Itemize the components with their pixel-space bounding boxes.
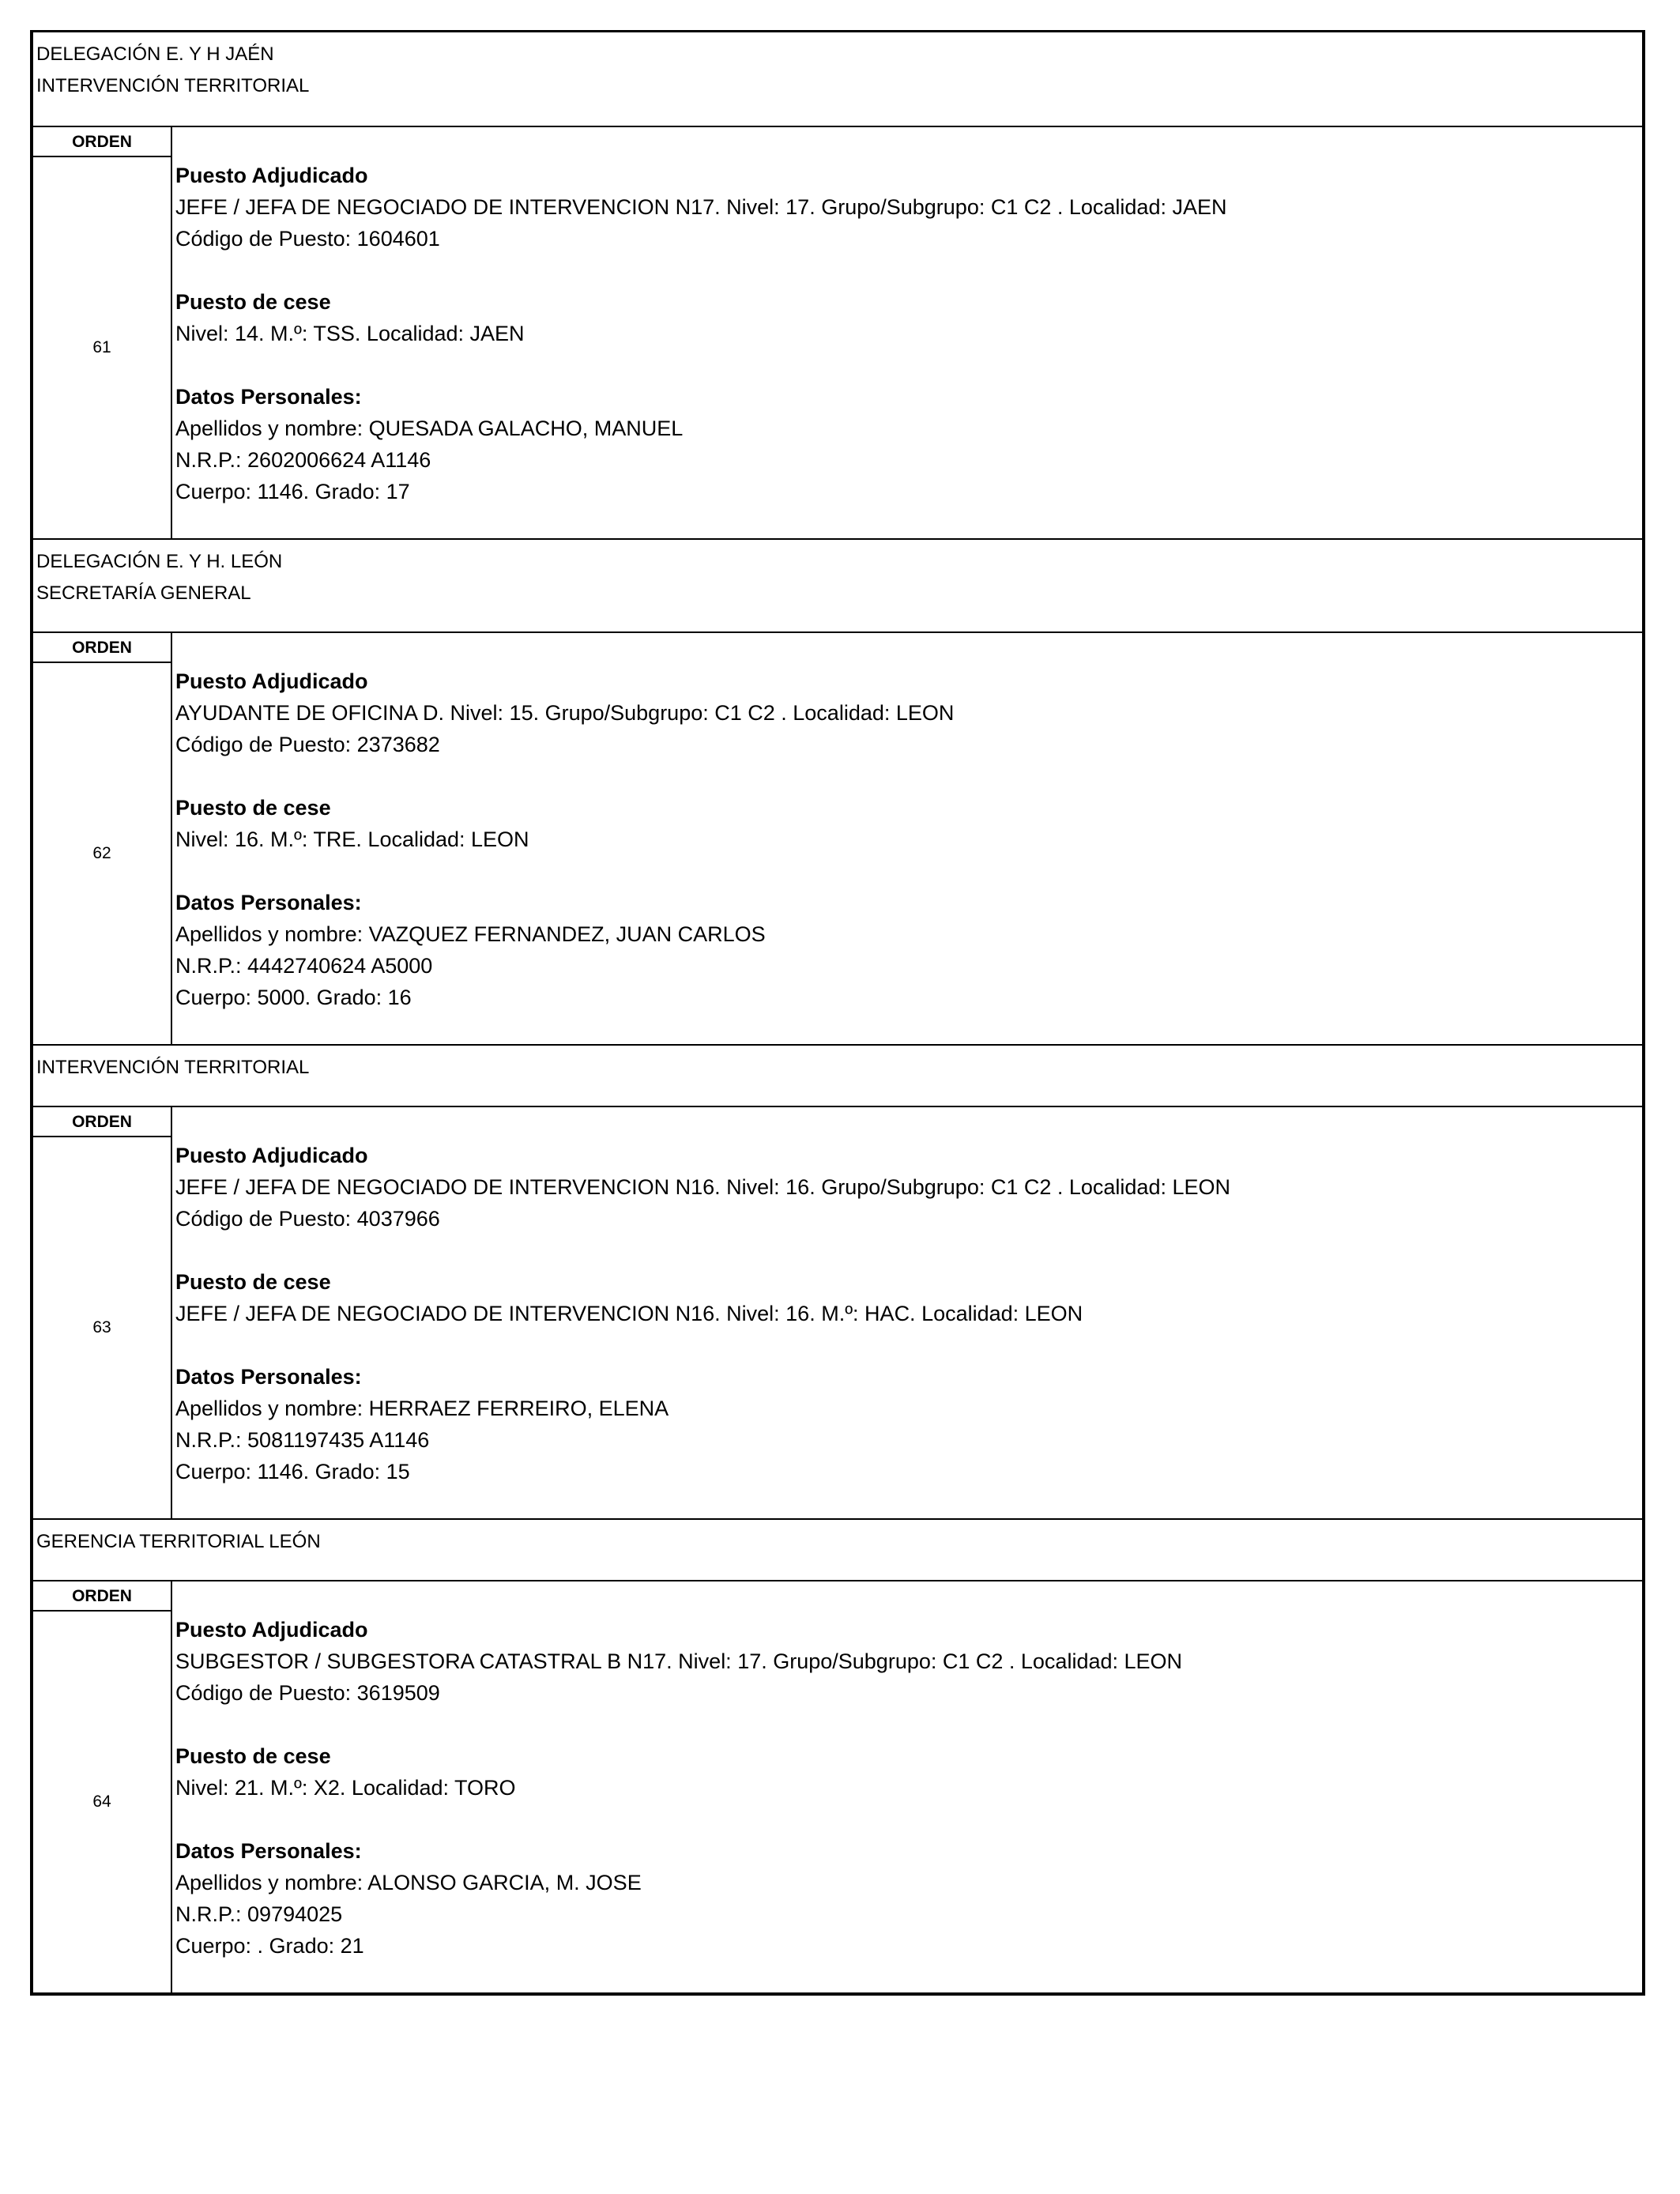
adjudicado-title: Puesto Adjudicado (175, 1144, 368, 1167)
nombre: Apellidos y nombre: QUESADA GALACHO, MANUEL (175, 417, 684, 440)
order-label: ORDEN (33, 1107, 171, 1137)
order-column (33, 1581, 172, 1992)
position-details (172, 127, 1642, 538)
assignment-table (30, 30, 1645, 1996)
nrp: N.R.P.: 2602006624 A1146 (175, 448, 431, 472)
codigo-puesto: Código de Puesto: 2373682 (175, 733, 440, 756)
datos-title: Datos Personales: (175, 1365, 362, 1389)
codigo-puesto: Código de Puesto: 4037966 (175, 1207, 440, 1231)
nrp: N.R.P.: 09794025 (175, 1902, 343, 1926)
cese-title: Puesto de cese (175, 290, 331, 314)
datos-title: Datos Personales: (175, 891, 362, 914)
adjudicado-title: Puesto Adjudicado (175, 1618, 368, 1642)
cese-title: Puesto de cese (175, 796, 331, 820)
table-row (33, 633, 1642, 1044)
position-details (172, 1107, 1642, 1518)
codigo-puesto: Código de Puesto: 1604601 (175, 227, 440, 251)
order-label: ORDEN (33, 1581, 171, 1612)
order-number: 63 (92, 1318, 111, 1336)
cuerpo-grado: Cuerpo: 5000. Grado: 16 (175, 986, 412, 1009)
header-line: DELEGACIÓN E. Y H JAÉN (36, 43, 274, 65)
section-header (33, 1044, 1642, 1107)
nrp: N.R.P.: 4442740624 A5000 (175, 954, 433, 978)
cuerpo-grado: Cuerpo: . Grado: 21 (175, 1934, 364, 1958)
header-line: INTERVENCIÓN TERRITORIAL (36, 1057, 310, 1078)
order-number: 64 (92, 1793, 111, 1811)
nrp: N.R.P.: 5081197435 A1146 (175, 1428, 430, 1452)
nombre: Apellidos y nombre: VAZQUEZ FERNANDEZ, JUAN CARLOS (175, 922, 766, 946)
position-details (172, 1581, 1642, 1992)
header-line: GERENCIA TERRITORIAL LEÓN (36, 1531, 321, 1552)
order-label: ORDEN (33, 127, 171, 157)
adjudicado-title: Puesto Adjudicado (175, 164, 368, 187)
header-line: DELEGACIÓN E. Y H. LEÓN (36, 551, 283, 572)
order-label: ORDEN (33, 633, 171, 663)
nombre: Apellidos y nombre: ALONSO GARCIA, M. JOSE (175, 1871, 642, 1894)
codigo-puesto: Código de Puesto: 3619509 (175, 1681, 440, 1705)
cuerpo-grado: Cuerpo: 1146. Grado: 15 (175, 1460, 410, 1483)
adjudicado-title: Puesto Adjudicado (175, 669, 368, 693)
cese-description: Nivel: 14. M.º: TSS. Localidad: JAEN (175, 322, 525, 345)
order-number: 61 (92, 338, 111, 356)
section-header (33, 32, 1642, 127)
table-row (33, 1107, 1642, 1518)
header-line: SECRETARÍA GENERAL (36, 582, 251, 604)
adjudicado-description: SUBGESTOR / SUBGESTORA CATASTRAL B N17. Nivel: 17. Grupo/Subgrupo: C1 C2 . Localidad: LEON (175, 1649, 1183, 1673)
datos-title: Datos Personales: (175, 1839, 362, 1863)
table-row (33, 127, 1642, 538)
cese-title: Puesto de cese (175, 1270, 331, 1294)
cuerpo-grado: Cuerpo: 1146. Grado: 17 (175, 480, 410, 503)
adjudicado-description: JEFE / JEFA DE NEGOCIADO DE INTERVENCION N16. Nivel: 16. Grupo/Subgrupo: C1 C2 . Localidad: LEON (175, 1175, 1230, 1199)
position-details (172, 633, 1642, 1044)
section-header (33, 1518, 1642, 1581)
cese-description: Nivel: 21. M.º: X2. Localidad: TORO (175, 1776, 516, 1800)
adjudicado-description: JEFE / JEFA DE NEGOCIADO DE INTERVENCION N17. Nivel: 17. Grupo/Subgrupo: C1 C2 . Localidad: JAEN (175, 195, 1227, 219)
cese-title: Puesto de cese (175, 1744, 331, 1768)
cese-description: Nivel: 16. M.º: TRE. Localidad: LEON (175, 827, 529, 851)
header-line: INTERVENCIÓN TERRITORIAL (36, 75, 310, 96)
nombre: Apellidos y nombre: HERRAEZ FERREIRO, ELENA (175, 1397, 669, 1420)
order-column (33, 127, 172, 538)
order-column (33, 633, 172, 1044)
section-header (33, 538, 1642, 633)
cese-description: JEFE / JEFA DE NEGOCIADO DE INTERVENCION N16. Nivel: 16. M.º: HAC. Localidad: LEON (175, 1302, 1083, 1325)
order-number: 62 (92, 844, 111, 862)
datos-title: Datos Personales: (175, 385, 362, 409)
table-row (33, 1581, 1642, 1992)
order-column (33, 1107, 172, 1518)
adjudicado-description: AYUDANTE DE OFICINA D. Nivel: 15. Grupo/Subgrupo: C1 C2 . Localidad: LEON (175, 701, 955, 725)
